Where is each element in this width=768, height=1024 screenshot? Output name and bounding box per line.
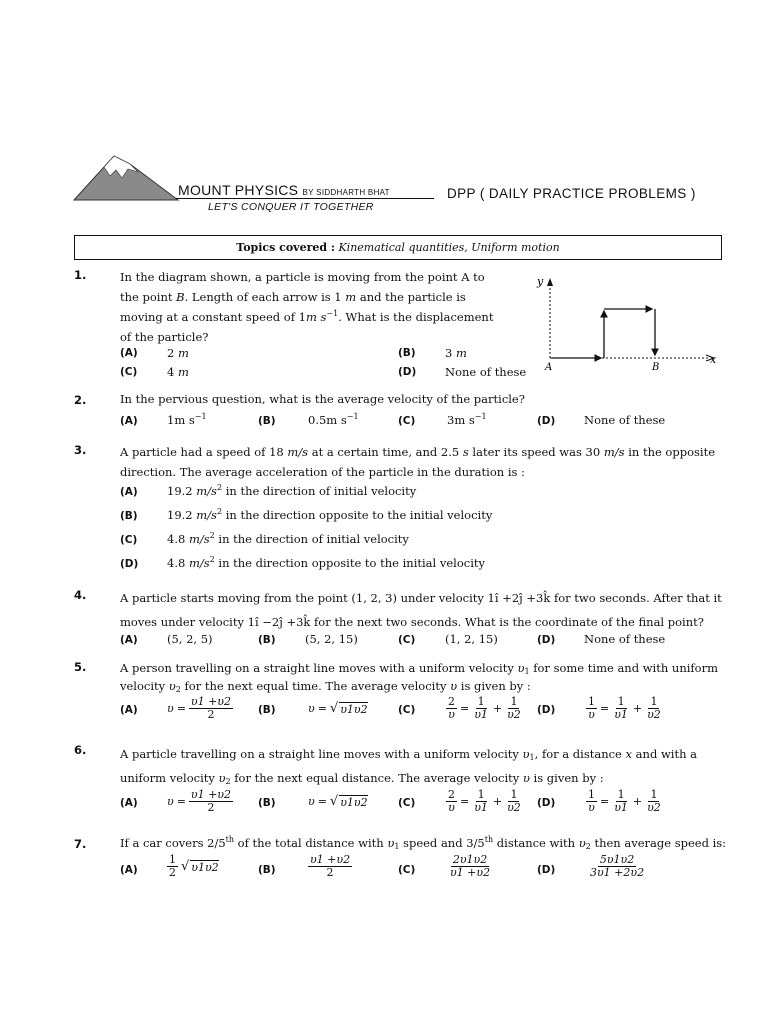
y-axis-label: y	[537, 275, 544, 288]
brand-tagline: LET'S CONQUER IT TOGETHER	[208, 201, 374, 213]
question-number: 3.	[74, 443, 87, 457]
question-2-text: In the pervious question, what is the average velocity of the particle?	[120, 392, 525, 406]
option-value: 2 m	[167, 346, 189, 360]
question-number: 4.	[74, 588, 87, 602]
question-number: 2.	[74, 393, 87, 407]
option-label: (C)	[398, 704, 416, 716]
option-label: (C)	[398, 797, 416, 809]
formula-weighted-harmonic: $\frac{2\upsilon 1\upsilon 2}{\upsilon 1 +\upsilon 2}$	[450, 853, 491, 879]
q4-line: moves under velocity 1î −2ĵ +3k̂ for the next two seconds. What is the coordinate of the final point?	[120, 615, 704, 629]
option-label: (B)	[258, 797, 276, 809]
option-value: 0.5m $s^{-1}$	[308, 412, 359, 427]
option-label: (A)	[120, 797, 138, 809]
option-label: (A)	[120, 347, 138, 359]
formula-arithmetic-mean: υ = $\frac{\upsilon 1 +\upsilon 2}{2}$	[167, 695, 231, 721]
option-value: None of these	[584, 632, 666, 646]
option-label: (B)	[258, 704, 276, 716]
q3-line: A particle had a speed of 18 m/s at a certain time, and 2.5 s later its speed was 30 m/s in the opposite	[120, 445, 716, 459]
point-a-label: A	[545, 362, 553, 373]
formula-half-geometric-mean: $\frac{1}{2}$ √ υ1υ2	[169, 853, 219, 879]
q6-line: A particle travelling on a straight line moves with a uniform velocity $\upsilon_1$, for a distance x and with a	[120, 747, 698, 762]
q5-line: A person travelling on a straight line moves with a uniform velocity $\upsilon_1$ for some time and with uniform	[120, 661, 718, 676]
header	[72, 150, 732, 220]
mountain-logo-icon	[72, 150, 182, 205]
displacement-diagram	[530, 272, 730, 377]
option-label: (C)	[398, 415, 416, 427]
option-label: (A)	[120, 415, 138, 427]
option-label: (D)	[120, 558, 139, 570]
option-label: (D)	[537, 415, 556, 427]
option-value: (5, 2, 5)	[167, 632, 213, 646]
option-label: (B)	[120, 510, 138, 522]
option-value: None of these	[584, 413, 666, 427]
q1-line: moving at a constant speed of 1m $s^{-1}$. What is the displacement	[120, 309, 494, 324]
option-value: 4.8 $m/s^2$ in the direction of initial velocity	[167, 531, 409, 546]
option-value: 1m $s^{-1}$	[167, 412, 207, 427]
option-value: (1, 2, 15)	[445, 632, 498, 646]
question-number: 5.	[74, 660, 87, 674]
option-label: (A)	[120, 634, 138, 646]
option-value: 3m $s^{-1}$	[447, 412, 487, 427]
question-1-text	[120, 267, 493, 347]
q1-line: the point B. Length of each arrow is 1 m and the particle is	[120, 290, 466, 304]
option-label: (C)	[398, 864, 416, 876]
q1-line: In the diagram shown, a particle is moving from the point A to	[120, 270, 485, 284]
header-rule	[176, 198, 434, 199]
option-label: (A)	[120, 486, 138, 498]
brand-author: BY SIDDHARTH BHAT	[302, 188, 390, 197]
formula-arithmetic-mean: υ = $\frac{\upsilon 1 +\upsilon 2}{2}$	[167, 788, 231, 814]
formula-harmonic-2-over-v: $\frac{2}{\upsilon}$ = $\frac{1}{\upsilon 1}$ + $\frac{1}{\upsilon 2}$	[448, 788, 521, 814]
formula-harmonic-1-over-v: $\frac{1}{\upsilon}$ = $\frac{1}{\upsilon 1}$ + $\frac{1}{\upsilon 2}$	[588, 788, 661, 814]
option-value: 19.2 $m/s^2$ in the direction of initial velocity	[167, 483, 417, 498]
dpp-title: DPP ( DAILY PRACTICE PROBLEMS )	[447, 186, 696, 201]
option-label: (A)	[120, 864, 138, 876]
option-label: (C)	[120, 534, 138, 546]
question-4-text	[120, 586, 722, 634]
formula-geometric-mean: υ = √ υ1υ2	[308, 701, 368, 716]
q3-line: direction. The average acceleration of the particle in the duration is :	[120, 465, 525, 479]
option-label: (B)	[258, 415, 276, 427]
option-value: 4 m	[167, 365, 189, 379]
q1-line: of the particle?	[120, 330, 209, 344]
topics-box	[74, 235, 722, 260]
option-value: 3 m	[445, 346, 467, 360]
option-label: (D)	[537, 797, 556, 809]
option-value: 19.2 $m/s^2$ in the direction opposite to the initial velocity	[167, 507, 493, 522]
brand-name	[178, 182, 390, 198]
option-label: (A)	[120, 704, 138, 716]
option-label: (B)	[258, 634, 276, 646]
question-number: 7.	[74, 837, 87, 851]
topics-line	[75, 236, 721, 259]
formula-arithmetic-mean: $\frac{\upsilon 1 +\upsilon 2}{2}$	[310, 853, 351, 879]
brand-title: MOUNT PHYSICS	[178, 182, 299, 198]
formula-harmonic-1-over-v: $\frac{1}{\upsilon}$ = $\frac{1}{\upsilon 1}$ + $\frac{1}{\upsilon 2}$	[588, 695, 661, 721]
x-axis-label: x	[710, 353, 717, 366]
topics-value: Kinematical quantities, Uniform motion	[338, 241, 560, 254]
velocity-vector-1: 1î +2ĵ +3k̂	[487, 591, 551, 605]
question-number: 6.	[74, 743, 87, 757]
question-number: 1.	[74, 268, 87, 282]
option-label: (C)	[120, 366, 138, 378]
point-b-label: B	[652, 362, 660, 373]
option-value: None of these	[445, 365, 527, 379]
question-7-text: If a car covers 2/5th of the total distance with $\upsilon_1$ speed and 3/5th distance with $\upsilon_2$ then average speed is:	[120, 835, 727, 851]
option-label: (D)	[537, 634, 556, 646]
topics-label: Topics covered :	[236, 241, 335, 254]
option-value: (5, 2, 15)	[305, 632, 358, 646]
question-5-text	[120, 659, 718, 695]
option-label: (B)	[398, 347, 416, 359]
formula-weighted-average: $\frac{5\upsilon 1\upsilon 2}{3\upsilon 1 +2\upsilon 2}$	[590, 853, 645, 879]
question-3-text	[120, 442, 715, 482]
option-label: (D)	[537, 704, 556, 716]
option-label: (D)	[398, 366, 417, 378]
q5-line: velocity $\upsilon_2$ for the next equal time. The average velocity υ is given by :	[120, 679, 531, 694]
q4-line: A particle starts moving from the point (1, 2, 3) under velocity 1î +2ĵ +3k̂ for two seconds. After that it	[120, 591, 722, 605]
question-6-text	[120, 742, 697, 790]
option-label: (D)	[537, 864, 556, 876]
option-value: 4.8 $m/s^2$ in the direction opposite to the initial velocity	[167, 555, 486, 570]
option-label: (B)	[258, 864, 276, 876]
q6-line: uniform velocity $\upsilon_2$ for the next equal distance. The average velocity υ is given by :	[120, 771, 604, 786]
formula-harmonic-2-over-v: $\frac{2}{\upsilon}$ = $\frac{1}{\upsilon 1}$ + $\frac{1}{\upsilon 2}$	[448, 695, 521, 721]
velocity-vector-2: 1î −2ĵ +3k̂	[247, 615, 311, 629]
option-label: (C)	[398, 634, 416, 646]
formula-geometric-mean: υ = √ υ1υ2	[308, 794, 368, 809]
